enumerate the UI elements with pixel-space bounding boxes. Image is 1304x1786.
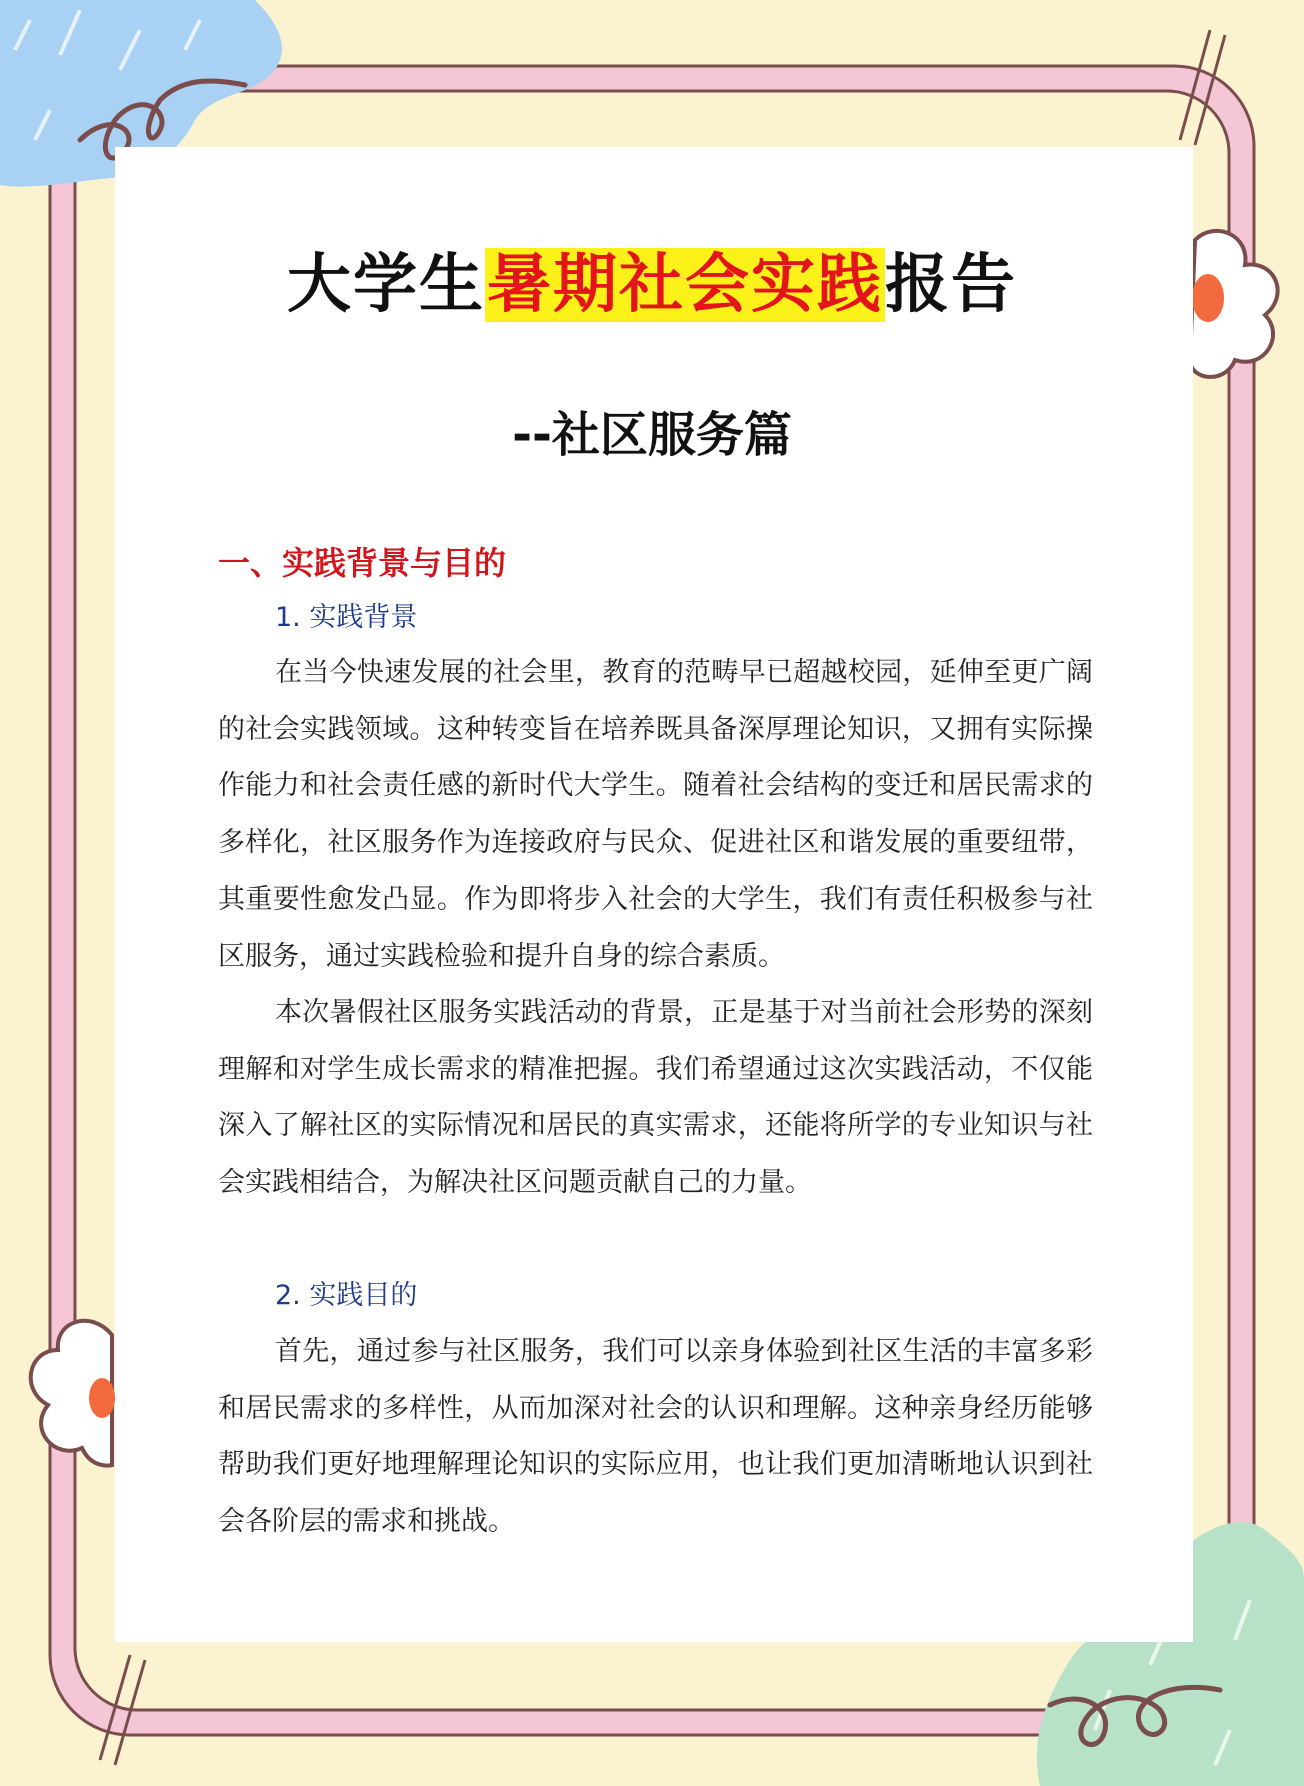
flower-left: [31, 1321, 115, 1466]
section-heading: 一、实践背景与目的: [218, 544, 507, 582]
title-prefix: 大学生: [287, 248, 485, 322]
subsection-heading-background: 1. 实践背景: [275, 602, 418, 633]
title-suffix: 报告: [885, 248, 1017, 322]
paragraph-purpose-1: 首先，通过参与社区服务，我们可以亲身体验到社区生活的丰富多彩和居民需求的多样性，从而加深对社会的认识和理解。这种亲身经历能够帮助我们更好地理解理论知识的实际应用，也让我们更加清晰地认识到社会各阶层的需求和挑战。: [218, 1336, 1093, 1538]
page-subtitle: --社区服务篇: [512, 407, 792, 463]
paragraph-background-1: 在当今快速发展的社会里，教育的范畴早已超越校园，延伸至更广阔的社会实践领域。这种转变旨在培养既具备深厚理论知识，又拥有实际操作能力和社会责任感的新时代大学生。随着社会结构的变迁和居民需求的多样化，社区服务作为连接政府与民众、促进社区和谐发展的重要纽带，其重要性愈发凸显。作为即将步入社会的大学生，我们有责任积极参与社区服务，通过实践检验和提升自身的综合素质。: [218, 657, 1093, 972]
title-highlight: 暑期社会实践: [487, 248, 883, 322]
paragraph-background-2: 本次暑假社区服务实践活动的背景，正是基于对当前社会形势的深刻理解和对学生成长需求的精准把握。我们希望通过这次实践活动，不仅能深入了解社区的实际情况和居民的真实需求，还能将所学的专业知识与社会实践相结合，为解决社区问题贡献自己的力量。: [218, 997, 1093, 1199]
page-title: [0, 240, 1304, 330]
subsection-heading-purpose: 2. 实践目的: [275, 1280, 418, 1311]
